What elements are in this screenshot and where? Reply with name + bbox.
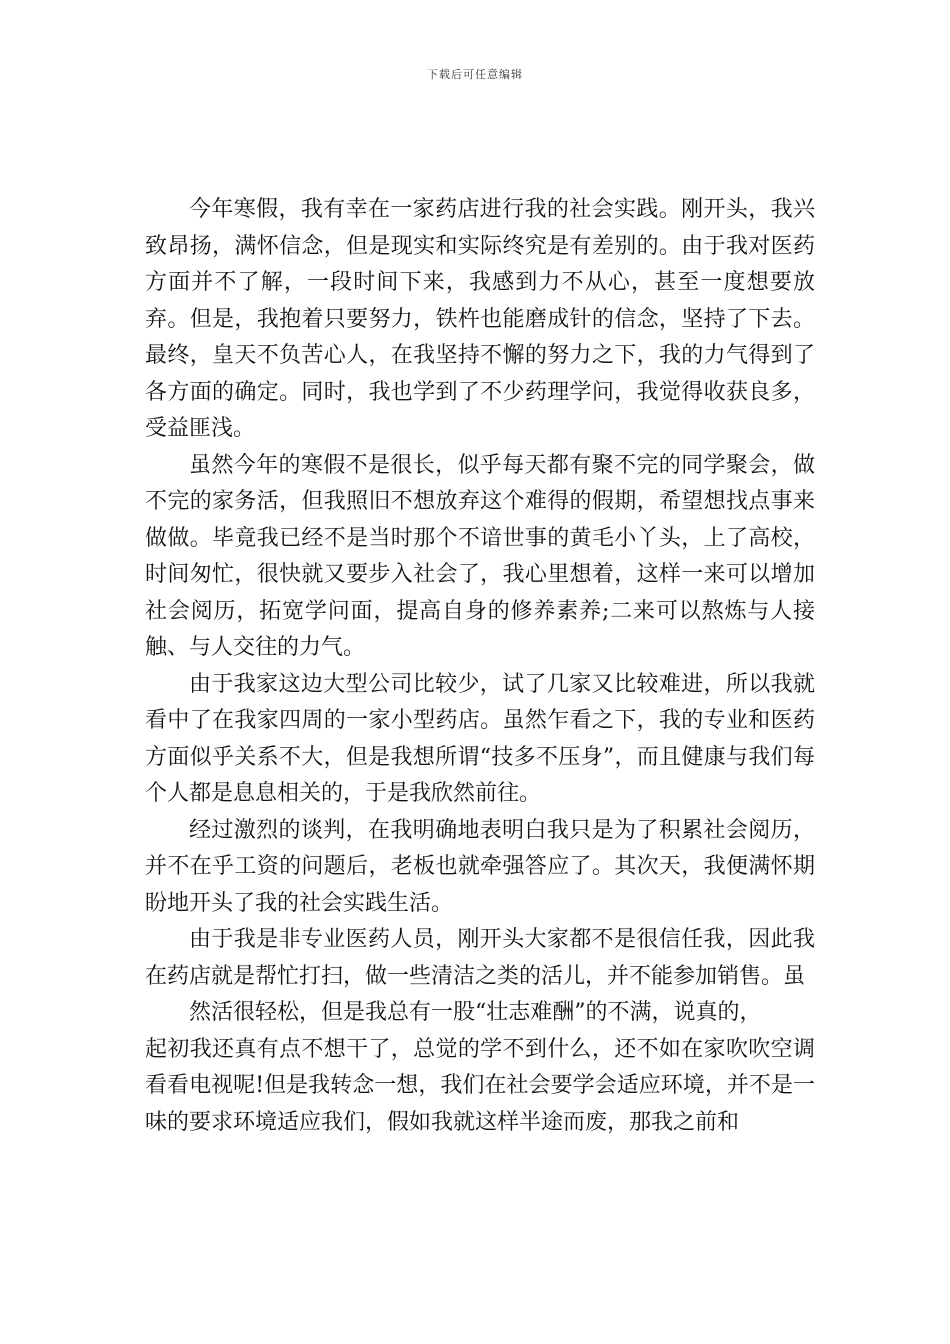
document-body bbox=[145, 192, 815, 1141]
paragraph-5: 由于我是非专业医药人员，刚开头大家都不是很信任我，因此我在药店就是帮忙打扫，做一些清洁之类的活儿，并不能参加销售。虽 bbox=[145, 927, 815, 989]
header-note: 下载后可任意编辑 bbox=[427, 68, 523, 81]
paragraph-2: 虽然今年的寒假不是很长，似乎每天都有聚不完的同学聚会，做不完的家务活，但我照旧不想放弃这个难得的假期，希望想找点事来做做。毕竟我已经不是当时那个不谙世事的黄毛小丫头，上了高校，时间匆忙，很快就又要步入社会了，我心里想着，这样一来可以增加社会阅历，拓宽学问面，提高自身的修养素养;二来可以熬炼与人接触、与人交往的力气。 bbox=[145, 452, 815, 660]
paragraph-4: 经过激烈的谈判，在我明确地表明白我只是为了积累社会阅历，并不在乎工资的问题后，老板也就牵强答应了。其次天，我便满怀期盼地开头了我的社会实践生活。 bbox=[145, 817, 815, 916]
paragraph-3: 由于我家这边大型公司比较少，试了几家又比较难进，所以我就看中了在我家四周的一家小型药店。虽然乍看之下，我的专业和医药方面似乎关系不大，但是我想所谓“技多不压身”，而且健康与我们每个人都是息息相关的，于是我欣然前往。 bbox=[145, 671, 815, 806]
paragraph-1: 今年寒假，我有幸在一家药店进行我的社会实践。刚开头，我兴致昂扬，满怀信念，但是现实和实际终究是有差别的。由于我对医药方面并不了解，一段时间下来，我感到力不从心，甚至一度想要放弃。但是，我抱着只要努力，铁杵也能磨成针的信念，坚持了下去。最终，皇天不负苦心人，在我坚持不懈的努力之下，我的力气得到了各方面的确定。同时，我也学到了不少药理学问，我觉得收获良多，受益匪浅。 bbox=[145, 197, 815, 441]
paragraph-7: 起初我还真有点不想干了，总觉的学不到什么，还不如在家吹吹空调看看电视呢!但是我转念一想，我们在社会要学会适应环境，并不是一味的要求环境适应我们，假如我就这样半途而废，那我之前和 bbox=[145, 1036, 815, 1135]
paragraph-6: 然活很轻松，但是我总有一股“壮志难酬”的不满，说真的， bbox=[189, 1000, 762, 1025]
